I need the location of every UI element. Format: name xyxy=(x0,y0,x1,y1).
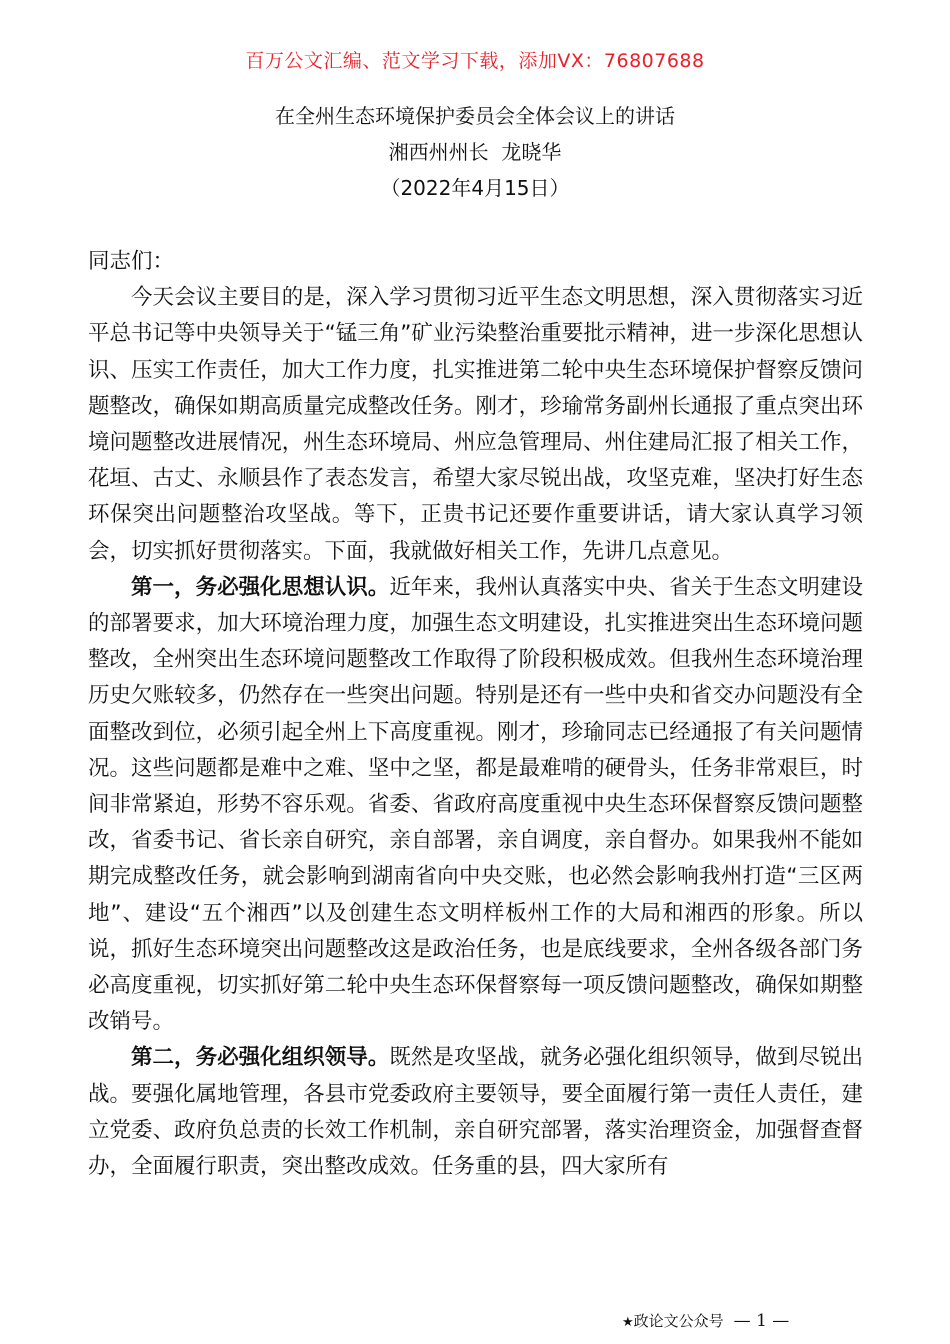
promo-banner: 百万公文汇编、范文学习下载，添加VX：76807688 xyxy=(245,50,705,72)
section-text-1: 近年来，我州认真落实中央、省关于生态文明建设的部署要求，加大环境治理力度，加强生态文明建设，扎实推进突出生态环境问题整改，全州突出生态环境问题整改工作取得了阶段积极成效。但我州生态环境治理历史欠账较多，仍然存在一些突出问题。特别是还有一些中央和省交办问题没有全面整改到位，必须引起全州上下高度重视。刚才，珍瑜同志已经通报了有关问题情况。这些问题都是难中之难、坚中之坚，都是最难啃的硬骨头，任务非常艰巨，时间非常紧迫，形势不容乐观。省委、省政府高度重视中央生态环保督察反馈问题整改，省委书记、省长亲自研究，亲自部署，亲自调度，亲自督办。如果我州不能如期完成整改任务，就会影响到湖南省向中央交账，也必然会影响我州打造“三区两地”、建设“五个湘西”以及创建生态文明样板州工作的大局和湘西的形象。所以说，抓好生态环境突出问题整改这是政治任务，也是底线要求，全州各级各部门务必高度重视，切实抓好第二轮中央生态环保督察每一项反馈问题整改，确保如期整改销号。 xyxy=(88,574,863,1035)
speaker-line: 湘西州州长 龙晓华 xyxy=(388,140,562,164)
section-lead-1: 第一，务必强化思想认识。 xyxy=(131,574,390,600)
page-number: — 1 — xyxy=(733,1311,790,1331)
speech-title: 在全州生态环境保护委员会全体会议上的讲话 xyxy=(275,104,675,128)
star-icon: ★ xyxy=(622,1315,634,1330)
section-paragraph-2 xyxy=(88,1040,863,1185)
title-block xyxy=(0,98,950,206)
greeting: 同志们： xyxy=(88,249,175,274)
section-text-2: 既然是攻坚战，就务必强化组织领导，做到尽锐出战。要强化属地管理，各县市党委政府主要领导，要全面履行第一责任人责任，建立党委、政府负总责的长效工作机制，亲自研究部署，落实治理资金，加强督查督办，全面履行职责，突出整改成效。任务重的县，四大家所有 xyxy=(88,1045,863,1180)
page-footer xyxy=(622,1310,789,1331)
speech-body xyxy=(88,244,863,1185)
section-paragraph-1 xyxy=(88,570,863,1041)
section-lead-2: 第二，务必强化组织领导。 xyxy=(131,1045,390,1071)
speech-date: （2022年4月15日） xyxy=(380,176,570,200)
intro-paragraph: 今天会议主要目的是，深入学习贯彻习近平生态文明思想，深入贯彻落实习近平总书记等中央领导关于“锰三角”矿业污染整治重要批示精神，进一步深化思想认识、压实工作责任，加大工作力度，扎实推进第二轮中央生态环境保护督察反馈问题整改，确保如期高质量完成整改任务。刚才，珍瑜常务副州长通报了重点突出环境问题整改进展情况，州生态环境局、州应急管理局、州住建局汇报了相关工作，花垣、古丈、永顺县作了表态发言，希望大家尽锐出战，攻坚克难，坚决打好生态环保突出问题整治攻坚战。等下，正贵书记还要作重要讲话，请大家认真学习领会，切实抓好贯彻落实。下面，我就做好相关工作，先讲几点意见。 xyxy=(88,285,863,564)
footer-source: 政论文公众号 xyxy=(633,1312,724,1330)
